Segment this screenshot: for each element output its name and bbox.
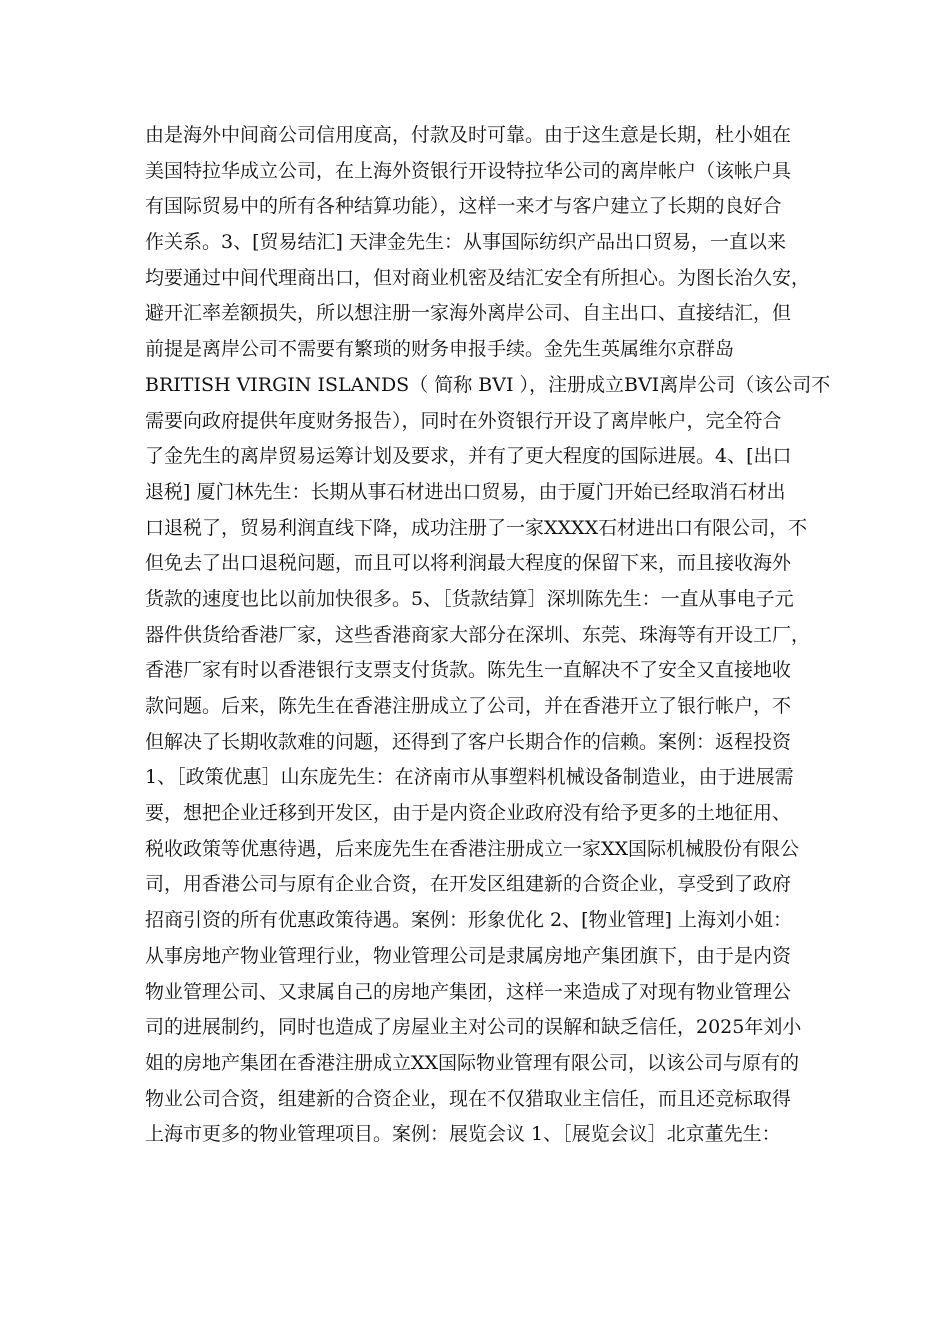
- text-line: 招商引资的所有优惠政策待遇。案例：形象优化 2、[物业管理] 上海刘小姐：: [145, 909, 792, 932]
- text-line: 美国特拉华成立公司，在上海外资银行开设特拉华公司的离岸帐户（该帐户具: [145, 159, 792, 182]
- text-line: 款问题。后来，陈先生在香港注册成立了公司，并在香港开立了银行帐户，不: [145, 695, 792, 717]
- text-line: 有国际贸易中的所有各种结算功能），这样一来才与客户建立了长期的良好合: [145, 195, 782, 218]
- text-line: 姐的房地产集团在香港注册成立XX国际物业管理有限公司，以该公司与原有的: [145, 1051, 800, 1074]
- text-line: 作关系。3、[贸易结汇] 天津金先生：从事国际纺织产品出口贸易，一直以来: [145, 231, 786, 254]
- text-line: 从事房地产物业管理行业，物业管理公司是隶属房地产集团旗下，由于是内资: [145, 944, 792, 967]
- text-line: 退税] 厦门林先生：长期从事石材进出口贸易，由于厦门开始已经取消石材出: [145, 480, 786, 503]
- text-line: 避开汇率差额损失，所以想注册一家海外离岸公司、自主出口、直接结汇，但: [145, 302, 792, 325]
- text-line: BRITISH VIRGIN ISLANDS（ 简称 BVI ），注册成立BVI离岸公司（该公司不: [145, 373, 831, 396]
- text-line: 但免去了出口退税问题，而且可以将利润最大程度的保留下来，而且接收海外: [145, 552, 792, 575]
- text-line: 税收政策等优惠待遇，后来庞先生在香港注册成立一家XX国际机械股份有限公: [145, 837, 800, 860]
- text-line: 由是海外中间商公司信用度高，付款及时可靠。由于这生意是长期，杜小姐在: [145, 124, 792, 146]
- text-line: 司，用香港公司与原有企业合资，在开发区组建新的合资企业，享受到了政府: [145, 873, 792, 896]
- text-line: 前提是离岸公司不需要有繁琐的财务申报手续。金先生英属维尔京群岛: [145, 338, 735, 361]
- text-line: 器件供货给香港厂家，这些香港商家大部分在深圳、东莞、珠海等有开设工厂，: [145, 623, 811, 646]
- text-line: 司的进展制约，同时也造成了房屋业主对公司的误解和缺乏信任，2025年刘小: [145, 1016, 802, 1039]
- text-line: 物业公司合资，组建新的合资企业，现在不仅猎取业主信任，而且还竞标取得: [145, 1087, 792, 1110]
- text-line: 要，想把企业迁移到开发区，由于是内资企业政府没有给予更多的土地征用、: [145, 802, 792, 825]
- body-text: [145, 118, 831, 1153]
- text-line: 物业管理公司、又隶属自己的房地产集团，这样一来造成了对现有物业管理公: [145, 980, 792, 1003]
- text-line: 了金先生的离岸贸易运筹计划及要求，并有了更大程度的国际进展。4、[出口: [145, 445, 792, 468]
- text-line: 香港厂家有时以香港银行支票支付货款。陈先生一直解决不了安全又直接地收: [145, 659, 792, 682]
- text-line: 均要通过中间代理商出口，但对商业机密及结汇安全有所担心。为图长治久安，: [145, 266, 811, 289]
- text-line: 需要向政府提供年度财务报告），同时在外资银行开设了离岸帐户，完全符合: [145, 409, 782, 432]
- text-line: 1、［政策优惠］山东庞先生：在济南市从事塑料机械设备制造业，由于进展需: [145, 766, 794, 789]
- text-line: 货款的速度也比以前加快很多。5、［货款结算］深圳陈先生：一直从事电子元: [145, 587, 794, 610]
- text-line: 上海市更多的物业管理项目。案例：展览会议 1、［展览会议］北京董先生：: [145, 1123, 781, 1146]
- text-line: 口退税了，贸易利润直线下降，成功注册了一家XXXX石材进出口有限公司，不: [145, 516, 808, 539]
- text-line: 但解决了长期收款难的问题，还得到了客户长期合作的信赖。案例：返程投资: [145, 730, 792, 753]
